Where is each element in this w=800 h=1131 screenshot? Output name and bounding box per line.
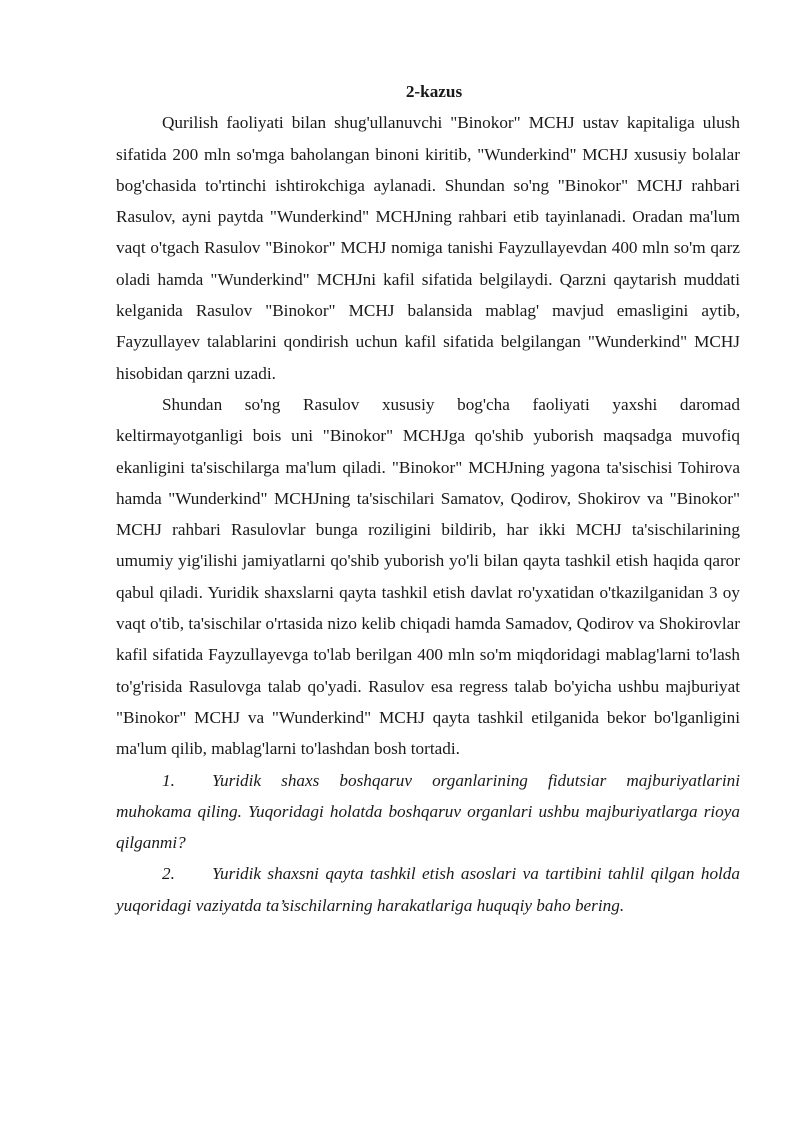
question-1 bbox=[116, 765, 740, 859]
paragraph-2: Shundan so'ng Rasulov xususiy bog'cha faoliyati yaxshi daromad keltirmayotganligi bois uni "Binokor" MCHJga qo'shib yuborish maqsadga muvofiq ekanligini ta'sischilarga ma'lum qiladi. "Binokor" MCHJning yagona ta'sischisi Tohirova hamda "Wunderkind" MCHJning ta'sischilari Samatov, Qodirov, Shokirov va "Binokor" MCHJ rahbari Rasulovlar bunga roziligini bildirib, har ikki MCHJ ta'sischilarining umumiy yig'ilishi jamiyatlarni qo'shib yuborish yo'li bilan qayta tashkil etish haqida qaror qabul qiladi. Yuridik shaxslarni qayta tashkil etish davlat ro'yxatidan o'tkazilganidan 3 oy vaqt o'tib, ta'sischilar o'rtasida nizo kelib chiqadi hamda Samadov, Qodirov va Shokirovlar kafil sifatida Fayzullayevga to'lab berilgan 400 mln so'm miqdoridagi mablag'larni to'lash to'g'risida Rasulovga talab qo'yadi. Rasulov esa regress talab bo'yicha ushbu majburiyat "Binokor" MCHJ va "Wunderkind" MCHJ qayta tashkil etilganida bekor bo'lganligini ma'lum qilib, mablag'larni to'lashdan bosh tortadi. bbox=[116, 394, 740, 759]
paragraph-1: Qurilish faoliyati bilan shug'ullanuvchi "Binokor" MCHJ ustav kapitaliga ulush sifatida 200 mln so'mga baholangan binoni kiritib, "Wunderkind" MCHJ xususiy bolalar bog'chasida to'rtinchi ishtirokchiga aylanadi. Shundan so'ng "Binokor" MCHJ rahbari Rasulov, ayni paytda "Wunderkind" MCHJning rahbari etib tayinlanadi. Oradan ma'lum vaqt o'tgach Rasulov "Binokor" MCHJ nomiga tanishi Fayzullayevdan 400 mln so'm qarz oladi hamda "Wunderkind" MCHJni kafil sifatida belgilaydi. Qarzni qaytarish muddati kelganida Rasulov "Binokor" MCHJ balansida mablag' mavjud emasligini aytib, Fayzullayev talablarini qondirish uchun kafil sifatida belgilangan "Wunderkind" MCHJ hisobidan qarzni uzadi. bbox=[116, 113, 740, 383]
document-title: 2-kazus bbox=[405, 82, 463, 101]
question-1-number: 1. bbox=[162, 770, 175, 790]
question-2-number: 2. bbox=[162, 864, 175, 884]
question-2 bbox=[116, 858, 740, 921]
question-1-text: Yuridik shaxs boshqaruv organlarining fidutsiar majburiyatlarini muhokama qiling. Yuqoridagi holatda boshqaruv organlari ushbu majburiyatlarga rioya qilganmi? bbox=[116, 770, 740, 853]
question-2-text: Yuridik shaxsni qayta tashkil etish asoslari va tartibini tahlil qilgan holda yuqoridagi vaziyatda ta’sischilarning harakatlariga huquqiy baho bering. bbox=[116, 864, 740, 915]
